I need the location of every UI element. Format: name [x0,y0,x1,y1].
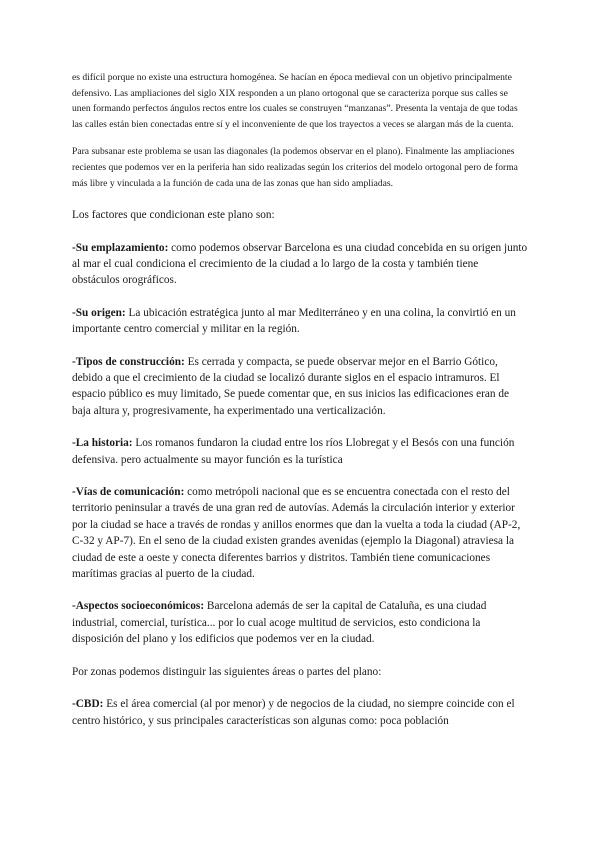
label-vias: -Vías de comunicación: [72,486,185,499]
paragraph-socioeconomicos [72,598,528,647]
text-vias: como metrópoli nacional que es se encuentra conectada con el resto del territorio peninsular a través de una gran red de autovías. Además la circulación interior y exterior por la ciudad se hace a través de rondas y anillos enormes que dan la vuelta a toda la ciudad (AP-2, C-32 y AP-7). En el seno de la ciudad existen grandes avenidas (ejemplo la Diagonal) atraviesa la ciudad de este a oeste y conecta diferentes barrios y distritos. También tiene comunicaciones marítimas gracias al puerto de la ciudad. [72,486,521,581]
text-historia: Los romanos fundaron la ciudad entre los ríos Llobregat y el Besós con una función defensiva. pero actualmente su mayor función es la turística [72,437,515,466]
paragraph-vias [72,484,528,582]
text-cbd: Es el área comercial (al por menor) y de negocios de la ciudad, no siempre coincide con el centro histórico, y sus principales características son algunas como: poca población [72,698,515,727]
label-emplazamiento: -Su emplazamiento: [72,241,169,254]
label-cbd: -CBD: [72,698,104,711]
paragraph-origen [72,305,528,338]
text-construccion: Es cerrada y compacta, se puede observar mejor en el Barrio Gótico, debido a que el crecimiento de la ciudad se localizó durante siglos en el espacio intramuros. El espacio público es muy limitado, Se puede comentar que, en sus inicios las edificaciones eran de baja altura y, progresivamente, ha experimentado una verticalización. [72,355,509,417]
paragraph-intro: es difícil porque no existe una estructura homogénea. Se hacían en época medieval con un objetivo principalmente defensivo. Las ampliaciones del siglo XIX responden a un plano ortogonal que se caracteriza porque sus calles se unen formando perfectos ángulos rectos entre los cuales se construyen “manzanas”. Presenta la ventaja de que todas las calles están bien conectadas entre sí y el inconveniente de que los trayectos a veces se alargan más de la cuenta. [72,72,518,130]
paragraph-historia [72,435,528,468]
label-construccion: -Tipos de construcción: [72,355,185,368]
document-body [72,70,528,729]
paragraph-cbd [72,696,528,729]
paragraph-diagonales: Para subsanar este problema se usan las diagonales (la podemos observar en el plano). Finalmente las ampliaciones recientes que podemos ver en la periferia han sido realizadas según los criterios del modelo ortogonal pero de forma más libre y vinculada a la función de cada una de las zonas que han sido ampliadas. [72,146,518,189]
label-historia: -La historia: [72,437,133,450]
label-socioeconomicos: -Aspectos socioeconómicos: [72,600,205,613]
text-emplazamiento: como podemos observar Barcelona es una ciudad concebida en su origen junto al mar el cual condiciona el crecimiento de la ciudad a lo largo de la costa y también tiene obstáculos orográficos. [72,241,528,287]
paragraph-zonas: Por zonas podemos distinguir las siguientes áreas o partes del plano: [72,665,382,678]
text-socioeconomicos: Barcelona además de ser la capital de Cataluña, es una ciudad industrial, comercial, turística... por lo cual acoge multitud de servicios, esto condiciona la disposición del plano y los edificios que podemos ver en la ciudad. [72,600,487,646]
label-origen: -Su origen: [72,306,126,319]
paragraph-construccion [72,354,528,420]
paragraph-factores: Los factores que condicionan este plano son: [72,209,275,222]
paragraph-emplazamiento [72,240,528,289]
text-origen: La ubicación estratégica junto al mar Mediterráneo y en una colina, la convirtió en un importante centro comercial y militar en la región. [72,306,516,336]
